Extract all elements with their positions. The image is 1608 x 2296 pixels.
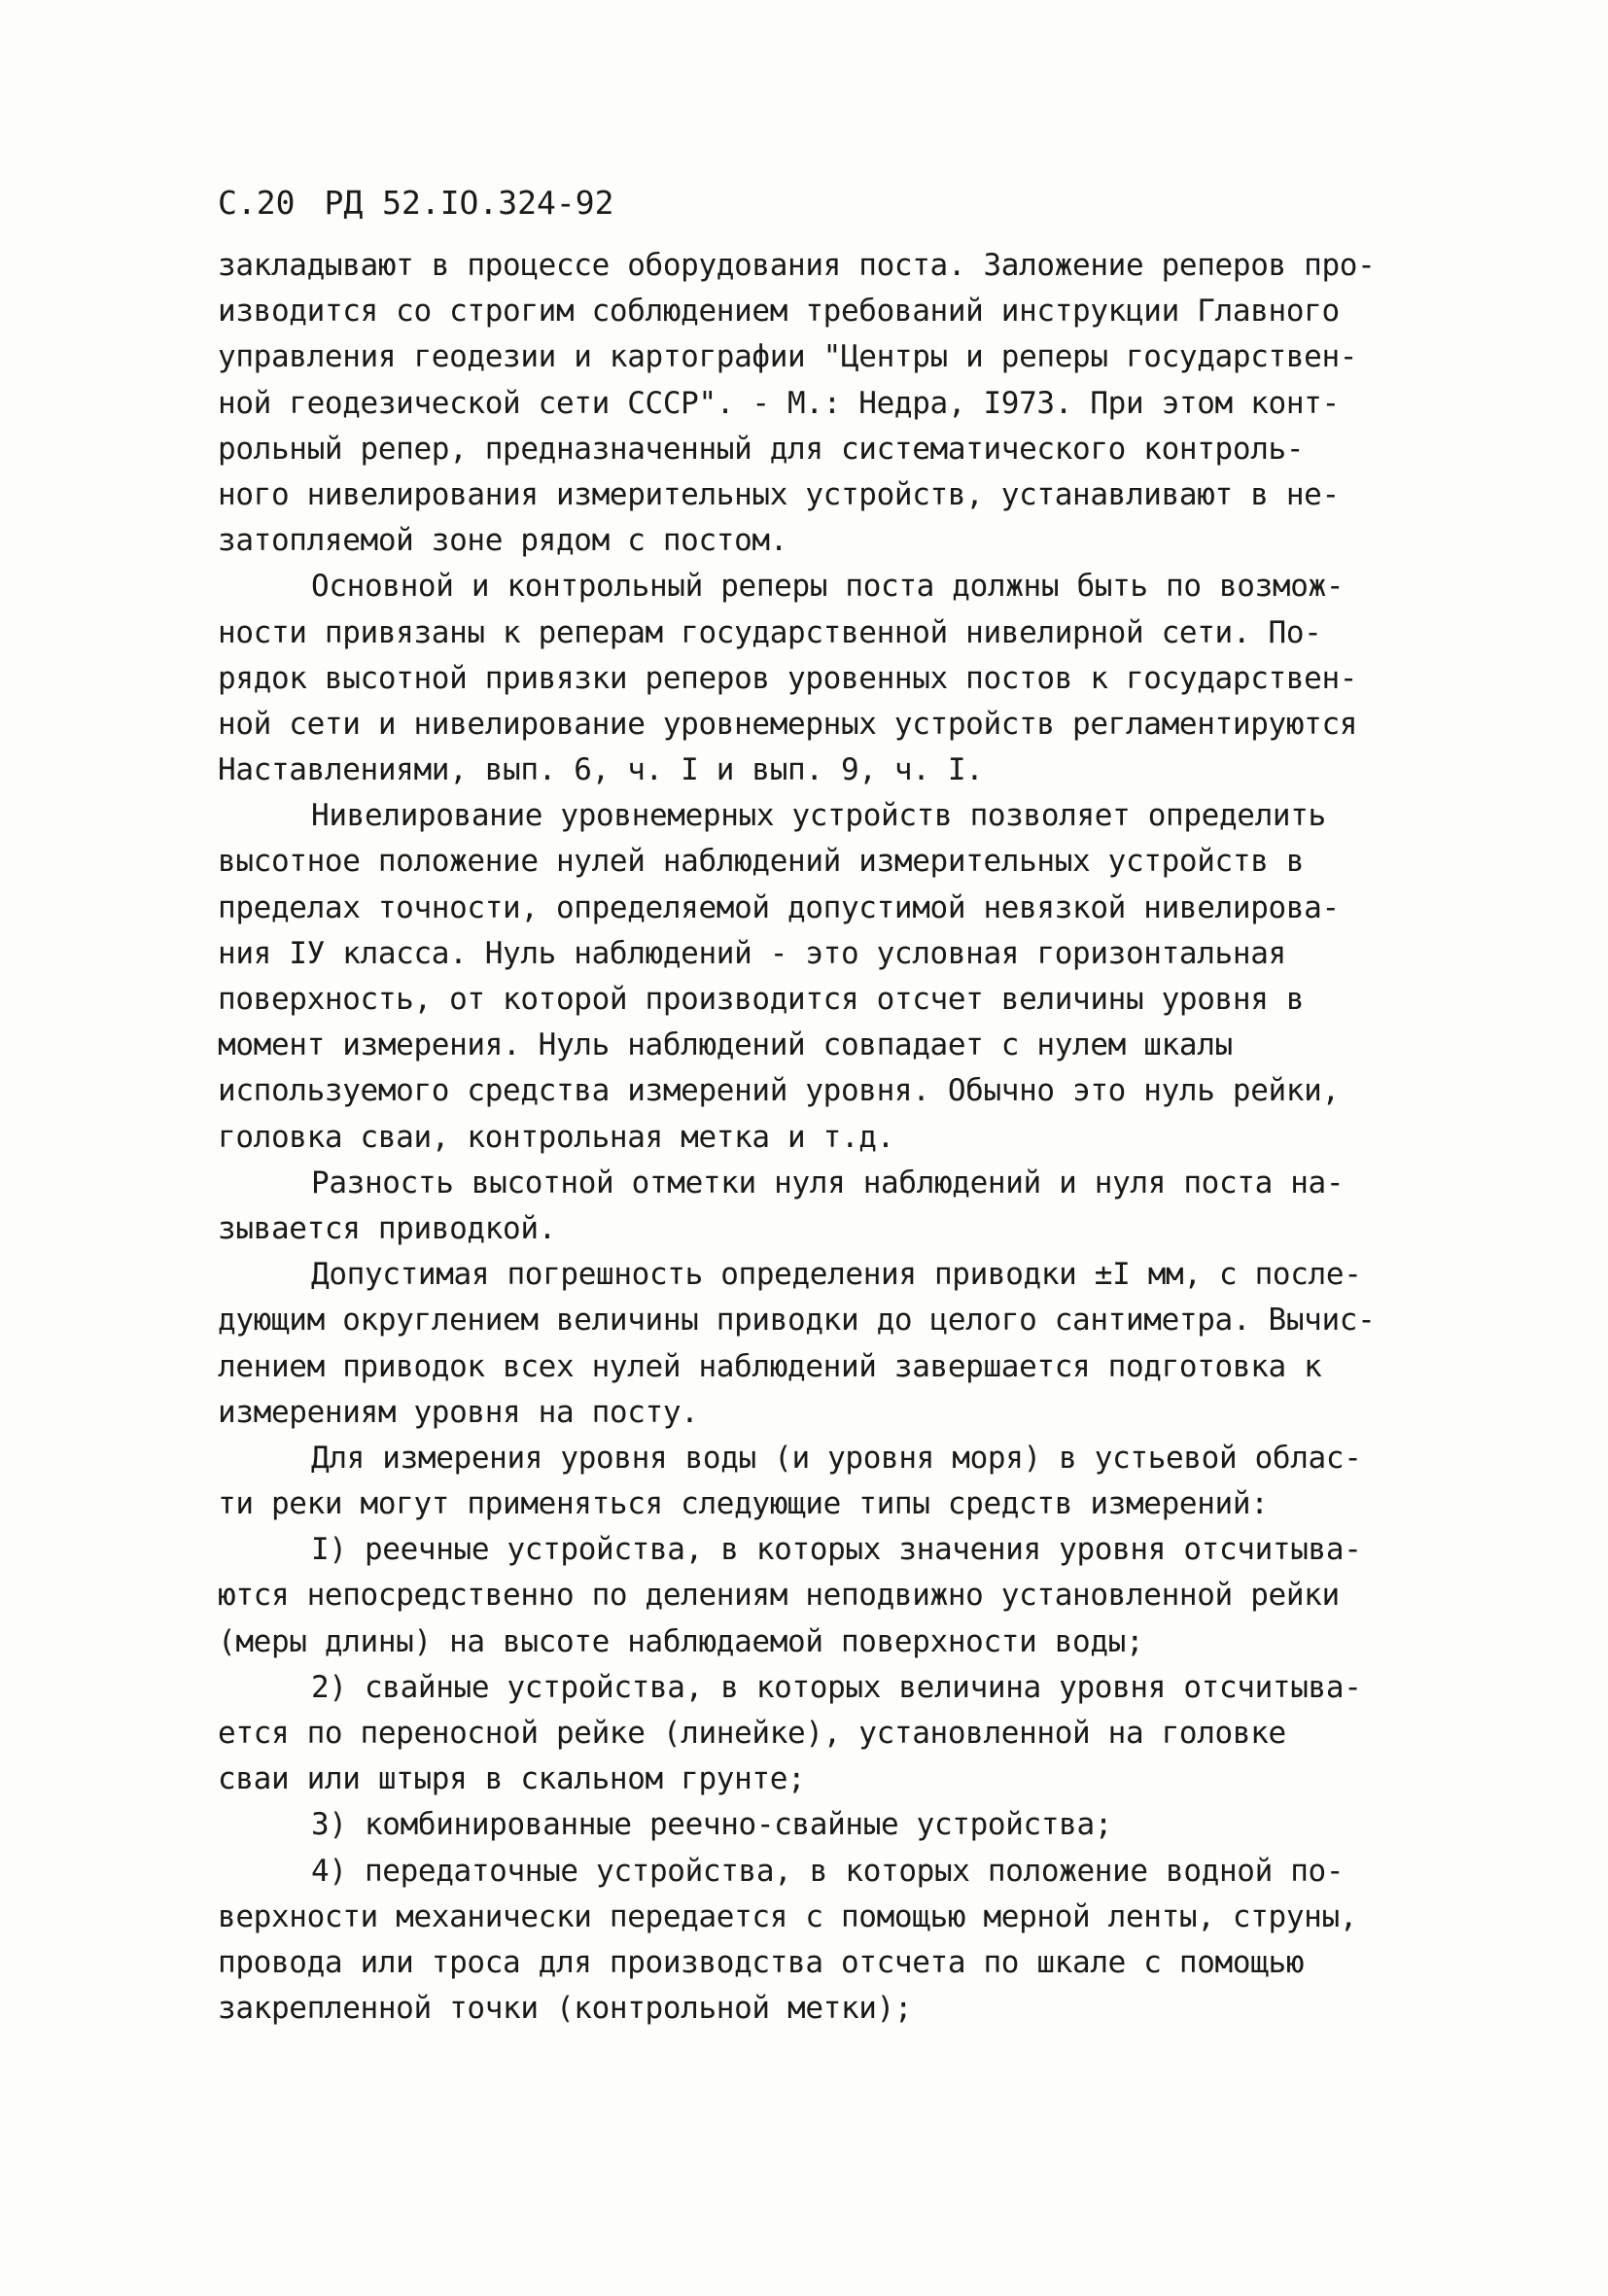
body-text <box>218 243 1462 2032</box>
paragraph-first-line: Допустимая погрешность определения приводки ±I мм, с после- <box>311 1257 1362 1293</box>
text-line: используемого средства измерений уровня. Обычно это нуль рейки, <box>218 1073 1340 1109</box>
text-line: изводится со строгим соблюдением требований инструкции Главного <box>218 294 1340 330</box>
text-line: закрепленной точки (контрольной метки); <box>218 1991 913 2027</box>
text-line: измерениям уровня на посту. <box>218 1394 699 1430</box>
document-id: РД 52.IO.324-92 <box>324 184 614 222</box>
paragraph-first-line: Нивелирование уровнемерных устройств позволяет определить <box>311 798 1326 834</box>
text-line: провода или троса для производства отсчета по шкале с помощью <box>218 1944 1305 1980</box>
text-line: рольный репер, предназначенный для систематического контроль- <box>218 431 1305 467</box>
text-line: ности привязаны к реперам государственной нивелирной сети. По- <box>218 614 1322 650</box>
text-line: ной сети и нивелирование уровнемерных устройств регламентируются <box>218 706 1358 742</box>
text-line: ются непосредственно по делениям неподвижно установленной рейки <box>218 1578 1340 1614</box>
text-line: управления геодезии и картографии "Центры и реперы государствен- <box>218 339 1358 375</box>
list-item-first-line: 3) комбинированные реечно-свайные устройства; <box>311 1807 1113 1843</box>
page-number: С.20 <box>218 184 296 222</box>
paragraph-first-line: Для измерения уровня воды (и уровня моря) в устьевой облас- <box>311 1440 1362 1476</box>
paragraph-first-line: Основной и контрольный реперы поста должны быть по возмож- <box>311 569 1345 605</box>
text-line: зывается приводкой. <box>218 1210 556 1246</box>
text-line: дующим округлением величины приводки до целого сантиметра. Вычис- <box>218 1303 1376 1339</box>
text-line: затопляемой зоне рядом с постом. <box>218 523 788 559</box>
text-line: ется по переносной рейке (линейке), установленной на головке <box>218 1716 1286 1751</box>
text-line: Наставлениями, вып. 6, ч. I и вып. 9, ч. I. <box>218 752 984 788</box>
text-line: ния IУ класса. Нуль наблюдений - это условная горизонтальная <box>218 935 1286 971</box>
text-line: поверхность, от которой производится отсчет величины уровня в <box>218 982 1305 1017</box>
text-line: ти реки могут применяться следующие типы средств измерений: <box>218 1486 1269 1522</box>
text-line: сваи или штыря в скальном грунте; <box>218 1761 806 1797</box>
page-header <box>218 181 614 226</box>
text-line: головка сваи, контрольная метка и т.д. <box>218 1119 894 1155</box>
text-line: ной геодезической сети СССР". - М.: Недра, I973. При этом конт- <box>218 385 1340 421</box>
text-line: высотное положение нулей наблюдений измерительных устройств в <box>218 844 1305 880</box>
list-item-first-line: I) реечные устройства, в которых значения уровня отсчитыва- <box>311 1532 1362 1568</box>
text-line: пределах точности, определяемой допустимой невязкой нивелирова- <box>218 889 1340 925</box>
text-line: (меры длины) на высоте наблюдаемой поверхности воды; <box>218 1623 1144 1659</box>
list-item-first-line: 2) свайные устройства, в которых величина уровня отсчитыва- <box>311 1669 1362 1705</box>
text-line: ного нивелирования измерительных устройств, устанавливают в не- <box>218 476 1340 512</box>
text-line: лением приводок всех нулей наблюдений завершается подготовка к <box>218 1348 1322 1384</box>
text-line: верхности механически передается с помощью мерной ленты, струны, <box>218 1898 1358 1934</box>
list-item-first-line: 4) передаточные устройства, в которых положение водной по- <box>311 1853 1345 1889</box>
paragraph-first-line: Разность высотной отметки нуля наблюдений и нуля поста на- <box>311 1165 1345 1200</box>
text-line: рядок высотной привязки реперов уровенных постов к государствен- <box>218 660 1358 696</box>
text-line: закладывают в процессе оборудования поста. Заложение реперов про- <box>218 248 1376 283</box>
text-line: момент измерения. Нуль наблюдений совпадает с нулем шкалы <box>218 1027 1233 1063</box>
